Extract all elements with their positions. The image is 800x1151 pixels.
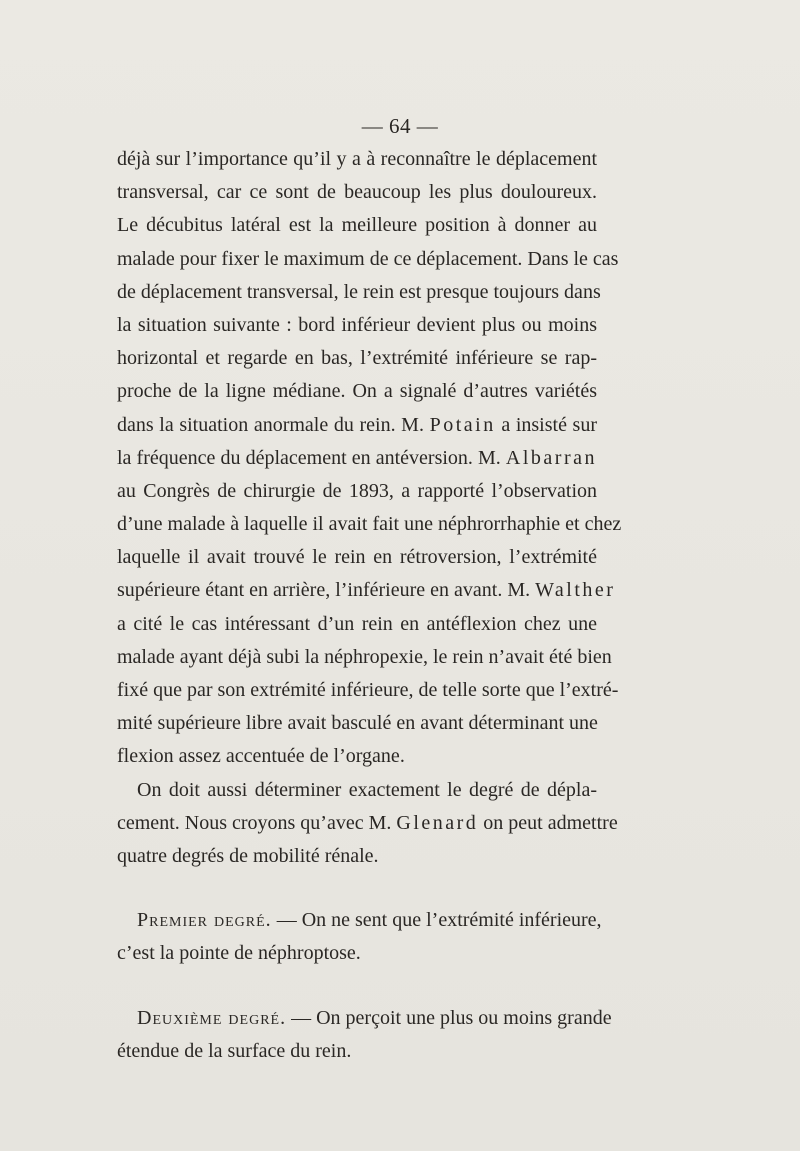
paragraph-gap (117, 873, 597, 904)
text-span: cement. Nous croyons qu’avec M. (117, 811, 397, 834)
text-line: a cité le cas intéressant d’un rein en antéflexion chez une (117, 612, 597, 635)
text-span: on peut admettre (478, 811, 618, 834)
text-line: mité supérieure libre avait basculé en avant déterminant une (117, 712, 598, 735)
author-name-glenard: Glenard (396, 811, 479, 834)
author-name-albarran: Albarran (505, 446, 597, 469)
text-line (117, 409, 597, 442)
text-line (117, 904, 602, 937)
text-line: étendue de la surface du rein. (117, 1039, 352, 1062)
text-line: horizontal et regarde en bas, l’extrémité inférieure se rap- (117, 347, 597, 370)
paragraph-2 (117, 774, 618, 874)
text-line: c’est la pointe de néphroptose. (117, 942, 361, 965)
text-line: malade ayant déjà subi la néphropexie, le rein n’avait été bien (117, 645, 612, 668)
text-line: d’une malade à laquelle il avait fait une néphrorrhaphie et chez (117, 513, 622, 536)
text-span: — On perçoit une plus ou moins grande (286, 1006, 612, 1029)
text-span: a insisté sur (495, 413, 598, 436)
text-line (117, 1002, 612, 1035)
text-line: au Congrès de chirurgie de 1893, a rapporté l’observation (117, 479, 597, 502)
paragraph-gap (117, 971, 597, 1002)
text-line: déjà sur l’importance qu’il y a à reconnaître le déplacement (117, 148, 597, 170)
text-line: flexion assez accentuée de l’organe. (117, 745, 405, 768)
text-span: dans la situation anormale du rein. M. (117, 413, 424, 436)
text-line: transversal, car ce sont de beaucoup les plus douloureux. (117, 181, 597, 204)
text-line: proche de la ligne médiane. On a signalé d’autres variétés (117, 380, 597, 403)
text-span: — On ne sent que l’extrémité inférieure, (271, 909, 602, 932)
author-name-potain: Potain (429, 413, 496, 436)
text-span: la fréquence du déplacement en antéversion. M. (117, 446, 506, 469)
text-line (117, 574, 616, 607)
text-line: laquelle il avait trouvé le rein en rétroversion, l’extrémité (117, 546, 597, 569)
section-heading-first-degree: Premier degré. (137, 909, 272, 932)
body-text (117, 143, 622, 1068)
paragraph-1 (117, 143, 622, 774)
text-line (117, 442, 597, 475)
text-line: malade pour fixer le maximum de ce déplacement. Dans le cas (117, 247, 619, 270)
text-line: de déplacement transversal, le rein est presque toujours dans (117, 280, 601, 303)
text-line: quatre degrés de mobilité rénale. (117, 844, 379, 867)
text-line (117, 807, 618, 840)
text-line: fixé que par son extrémité inférieure, de telle sorte que l’extré- (117, 679, 619, 701)
author-name-walther: Walther (535, 579, 616, 602)
section-heading-second-degree: Deuxième degré. (137, 1006, 287, 1029)
text-line: On doit aussi déterminer exactement le degré de dépla- (137, 778, 597, 801)
text-line: Le décubitus latéral est la meilleure position à donner au (117, 214, 597, 237)
text-span: supérieure étant en arrière, l’inférieure en avant. M. (117, 579, 536, 602)
page-number: — 64 — (361, 114, 439, 138)
paragraph-3 (117, 904, 602, 970)
paragraph-4 (117, 1002, 612, 1068)
text-line: la situation suivante : bord inférieur devient plus ou moins (117, 313, 597, 336)
